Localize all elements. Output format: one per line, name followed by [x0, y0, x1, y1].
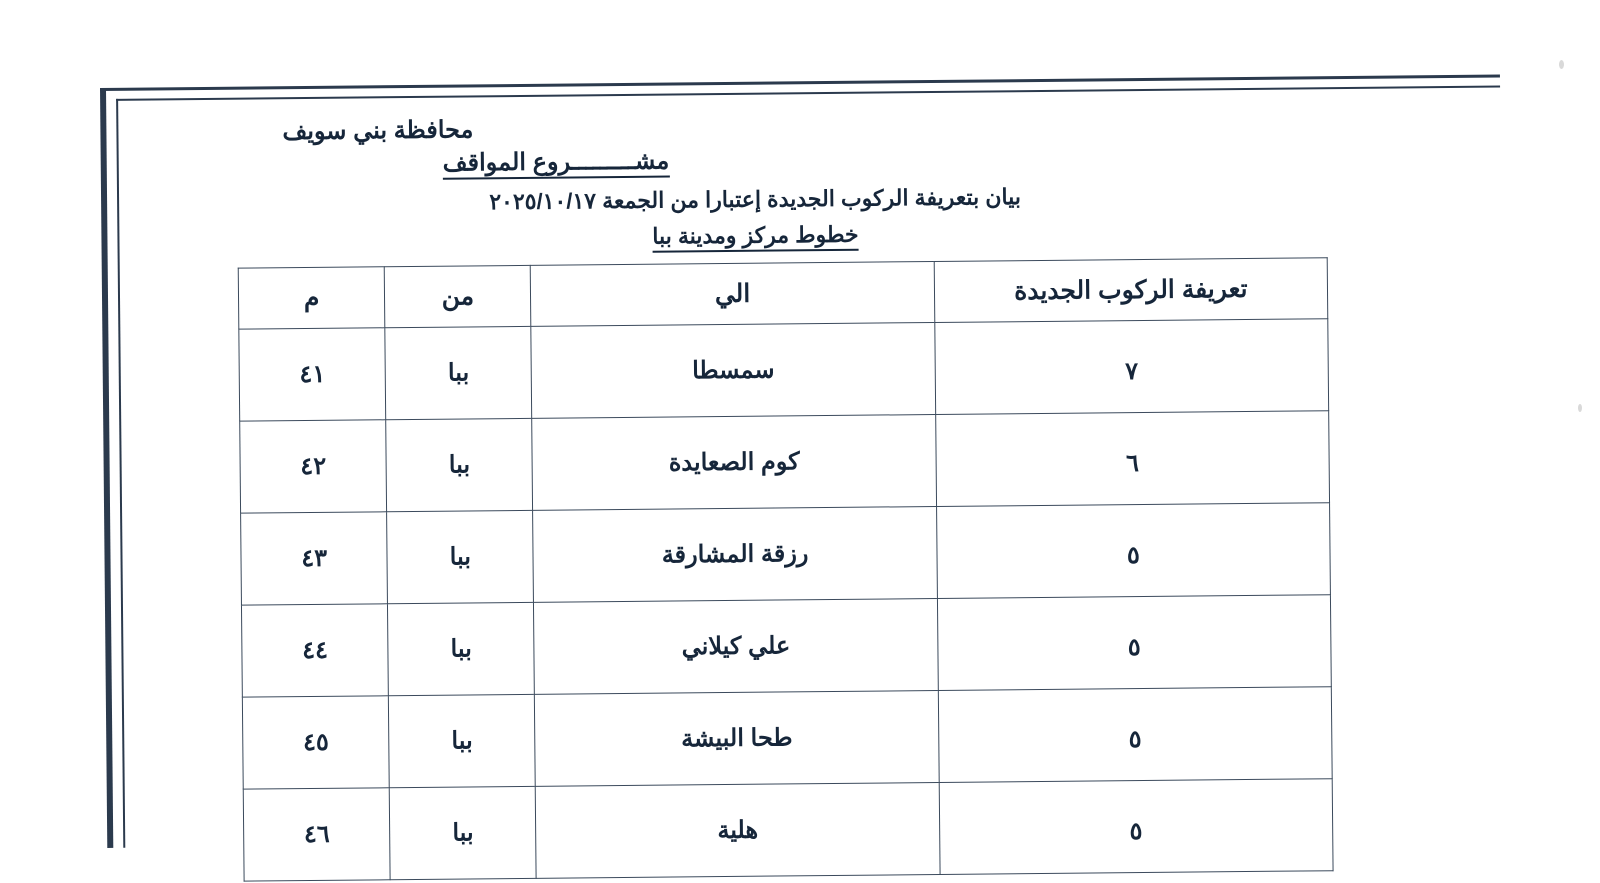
table-row	[243, 779, 1333, 881]
cell-to: كوم الصعايدة	[532, 414, 936, 510]
cell-fare: ٧	[935, 319, 1329, 415]
column-header-from: من	[384, 265, 531, 327]
cell-fare: ٥	[939, 779, 1333, 875]
table-row	[241, 503, 1331, 605]
cell-no: ٤٣	[241, 512, 388, 605]
scan-speck-icon	[1578, 404, 1582, 412]
fare-table	[238, 257, 1334, 881]
cell-to: رزقة المشارقة	[533, 506, 937, 602]
document-sheet-inner-border	[116, 86, 1507, 848]
table-row	[241, 595, 1331, 697]
cell-no: ٤٢	[240, 420, 387, 513]
cell-to: طحا البيشة	[535, 690, 939, 786]
cell-to: علي كيلاني	[534, 598, 938, 694]
cell-from: ببا	[386, 418, 533, 511]
cell-from: ببا	[389, 694, 536, 787]
cell-from: ببا	[387, 510, 534, 603]
cell-fare: ٥	[938, 687, 1332, 783]
document-header	[142, 106, 1477, 255]
cell-fare: ٥	[936, 503, 1330, 599]
cell-no: ٤٤	[241, 604, 388, 697]
governorate-title: محافظة بني سويف	[282, 116, 474, 146]
document-sheet	[100, 75, 1507, 848]
column-header-to: الي	[531, 262, 935, 327]
cell-no: ٤١	[239, 328, 386, 421]
cell-to: سمسطا	[531, 322, 935, 418]
column-header-no: م	[238, 267, 385, 329]
table-header-row	[238, 258, 1328, 329]
cell-to: هلية	[536, 782, 940, 878]
cell-from: ببا	[385, 326, 532, 419]
project-title-text: مشـــــــــروع المواقف	[443, 148, 670, 180]
statement-line: بيان بتعريفة الركوب الجديدة إعتبارا من الجمعة ٢٠٢٥/١٠/١٧	[489, 184, 1022, 215]
section-title	[143, 216, 1477, 255]
cell-fare: ٦	[935, 411, 1329, 507]
scan-speck-icon	[1559, 60, 1564, 69]
fare-table-head	[238, 258, 1328, 329]
cell-no: ٤٦	[243, 788, 390, 881]
cell-from: ببا	[388, 602, 535, 695]
cell-no: ٤٥	[242, 696, 389, 789]
cell-fare: ٥	[937, 595, 1331, 691]
table-row	[240, 411, 1330, 513]
table-row	[239, 319, 1329, 421]
table-row	[242, 687, 1332, 789]
cell-from: ببا	[389, 786, 536, 879]
fare-table-body	[239, 319, 1333, 881]
column-header-fare: تعريفة الركوب الجديدة	[934, 258, 1328, 323]
section-title-text: خطوط مركز ومدينة ببا	[652, 222, 858, 253]
